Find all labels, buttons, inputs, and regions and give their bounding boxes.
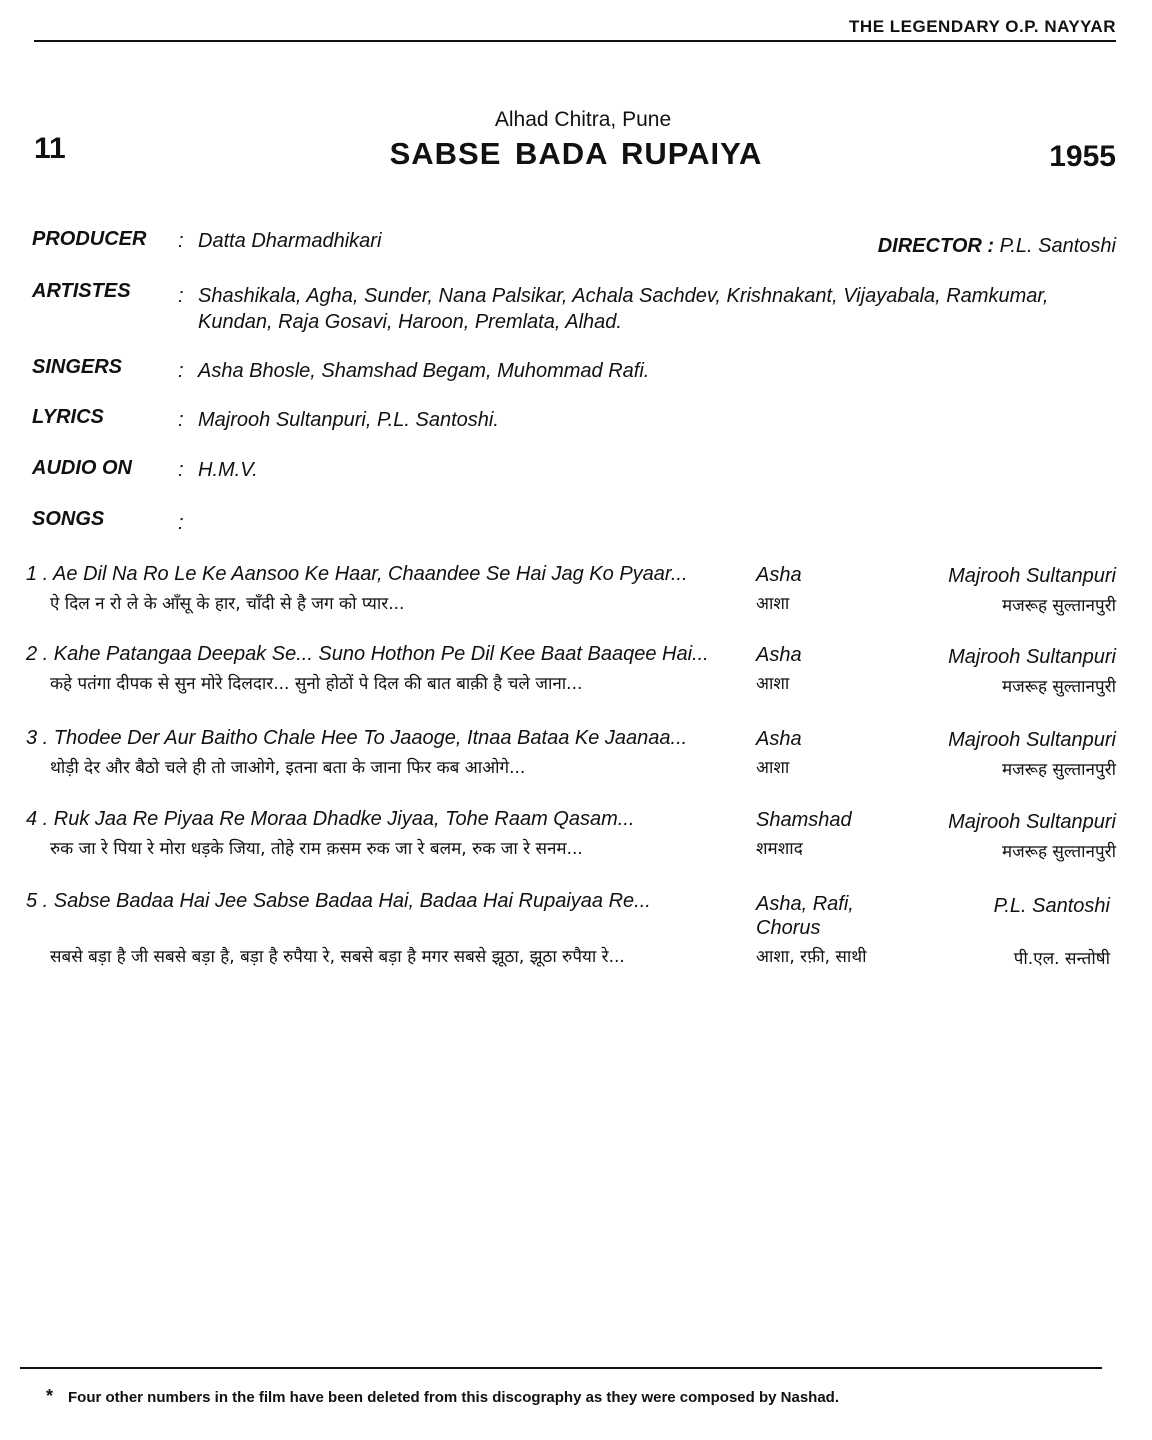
colon: : <box>178 285 184 307</box>
producer-name: Datta Dharmadhikari <box>198 230 382 252</box>
asterisk: * <box>46 1386 54 1406</box>
song-title-hindi: कहे पतंगा दीपक से सुन मोरे दिलदार... सुनो होठों पे दिल की बात बाक़ी है चले जाना... <box>50 674 583 694</box>
song-title: 4 . Ruk Jaa Re Piyaa Re Moraa Dhadke Jiyaa, Tohe Raam Qasam... <box>26 808 635 830</box>
audio-label-name: H.M.V. <box>198 459 258 481</box>
song-lyricist: P.L. Santoshi <box>993 895 1110 917</box>
song-singer-hindi: आशा <box>756 594 790 614</box>
song-lyricist: Majrooh Sultanpuri <box>948 646 1116 668</box>
song-singer: Shamshad <box>756 809 852 831</box>
lyrics-value <box>178 407 1116 433</box>
film-title: SABSE BADA RUPAIYA <box>389 136 763 171</box>
footer-rule <box>20 1367 1102 1369</box>
song-line-hindi <box>26 755 1116 783</box>
studio-name: Alhad Chitra, Pune <box>494 108 672 131</box>
song-title-hindi: सबसे बड़ा है जी सबसे बड़ा है, बड़ा है रुपैया रे, सबसे बड़ा है मगर सबसे झूठा, झूठा रुपैया रे... <box>50 947 625 967</box>
song-lyricist-hindi: मजरूह सुल्तानपुरी <box>1001 760 1116 780</box>
singers-value <box>178 358 1116 384</box>
song-lyricist: Majrooh Sultanpuri <box>948 729 1116 751</box>
song-singer: Asha <box>756 564 802 586</box>
song-lyricist: Majrooh Sultanpuri <box>948 565 1116 587</box>
song-lyricist: Majrooh Sultanpuri <box>948 811 1116 833</box>
song-title-hindi: रुक जा रे पिया रे मोरा धड़के जिया, तोहे राम क़सम रुक जा रे बलम, रुक जा रे सनम... <box>50 839 583 859</box>
colon: : <box>178 459 184 481</box>
song-title: 2 . Kahe Patangaa Deepak Se... Suno Hothon Pe Dil Kee Baat Baaqee Hai... <box>26 643 709 665</box>
song-singer-hindi: शमशाद <box>756 839 803 859</box>
song-title-hindi: ऐ दिल न रो ले के आँसू के हार, चाँदी से है जग को प्यार... <box>50 594 405 614</box>
singers-list: Asha Bhosle, Shamshad Begam, Muhommad Rafi. <box>198 360 650 382</box>
song-entry <box>26 643 1116 699</box>
artistes-line-1: Shashikala, Agha, Sunder, Nana Palsikar, Achala Sachdev, Krishnakant, Vijayabala, Ramkumar, <box>198 285 1049 307</box>
lyrics-label: LYRICS <box>32 406 104 428</box>
footnote-text: Four other numbers in the film have been deleted from this discography as they were composed by Nashad. <box>68 1389 840 1406</box>
film-year: 1955 <box>1049 140 1116 173</box>
song-line-roman <box>26 563 1116 591</box>
song-entry <box>26 890 1116 972</box>
lyricists-list: Majrooh Sultanpuri, P.L. Santoshi. <box>198 409 499 431</box>
colon: : <box>178 360 184 382</box>
colon: : <box>178 512 184 534</box>
artistes-label: ARTISTES <box>32 280 131 302</box>
song-title: 1 . Ae Dil Na Ro Le Ke Aansoo Ke Haar, Chaandee Se Hai Jag Ko Pyaar... <box>26 563 688 585</box>
colon: : <box>178 409 184 431</box>
director-credit <box>878 235 1116 258</box>
running-header: THE LEGENDARY O.P. NAYYAR <box>849 17 1116 36</box>
footnote <box>46 1386 839 1407</box>
song-line-hindi <box>26 944 1116 972</box>
producer-label: PRODUCER <box>32 228 147 250</box>
audio-value <box>178 457 1116 483</box>
song-entry <box>26 808 1116 864</box>
song-singer: Asha <box>756 644 802 666</box>
song-lyricist-hindi: पी.एल. सन्तोषी <box>1013 949 1110 969</box>
film-number: 11 <box>34 132 66 165</box>
colon: : <box>178 230 184 252</box>
artistes-value <box>178 283 1116 335</box>
songs-colon-wrap <box>178 510 1116 536</box>
song-line-roman <box>26 808 1116 836</box>
director-label: DIRECTOR : <box>877 235 995 257</box>
singers-label: SINGERS <box>32 356 123 378</box>
header-rule <box>34 40 1116 42</box>
song-singer-hindi: आशा <box>756 674 790 694</box>
song-lyricist-hindi: मजरूह सुल्तानपुरी <box>1001 677 1116 697</box>
song-line-roman <box>26 643 1116 671</box>
artistes-line-2: Kundan, Raja Gosavi, Haroon, Premlata, Alhad. <box>198 311 622 333</box>
song-title-hindi: थोड़ी देर और बैठो चले ही तो जाओगे, इतना बता के जाना फिर कब आओगे... <box>50 758 526 778</box>
song-line-hindi <box>26 591 1116 619</box>
song-line-hindi <box>26 836 1116 864</box>
song-line-roman <box>26 890 1116 944</box>
song-singer: Asha, Rafi, Chorus <box>756 893 854 939</box>
song-title: 5 . Sabse Badaa Hai Jee Sabse Badaa Hai, Badaa Hai Rupaiyaa Re... <box>26 890 651 912</box>
song-entry <box>26 563 1116 619</box>
songs-label: SONGS <box>32 508 105 530</box>
song-line-hindi <box>26 671 1116 699</box>
director-name: P.L. Santoshi <box>999 235 1116 257</box>
song-title: 3 . Thodee Der Aur Baitho Chale Hee To Jaaoge, Itnaa Bataa Ke Jaanaa... <box>26 727 688 749</box>
song-entry <box>26 727 1116 783</box>
song-singer: Asha <box>756 728 802 750</box>
song-lyricist-hindi: मजरूह सुल्तानपुरी <box>1001 842 1116 862</box>
song-singer-hindi: आशा, रफ़ी, साथी <box>756 947 867 967</box>
audio-label: AUDIO ON <box>32 457 132 479</box>
song-singer-hindi: आशा <box>756 758 790 778</box>
song-lyricist-hindi: मजरूह सुल्तानपुरी <box>1001 596 1116 616</box>
song-line-roman <box>26 727 1116 755</box>
